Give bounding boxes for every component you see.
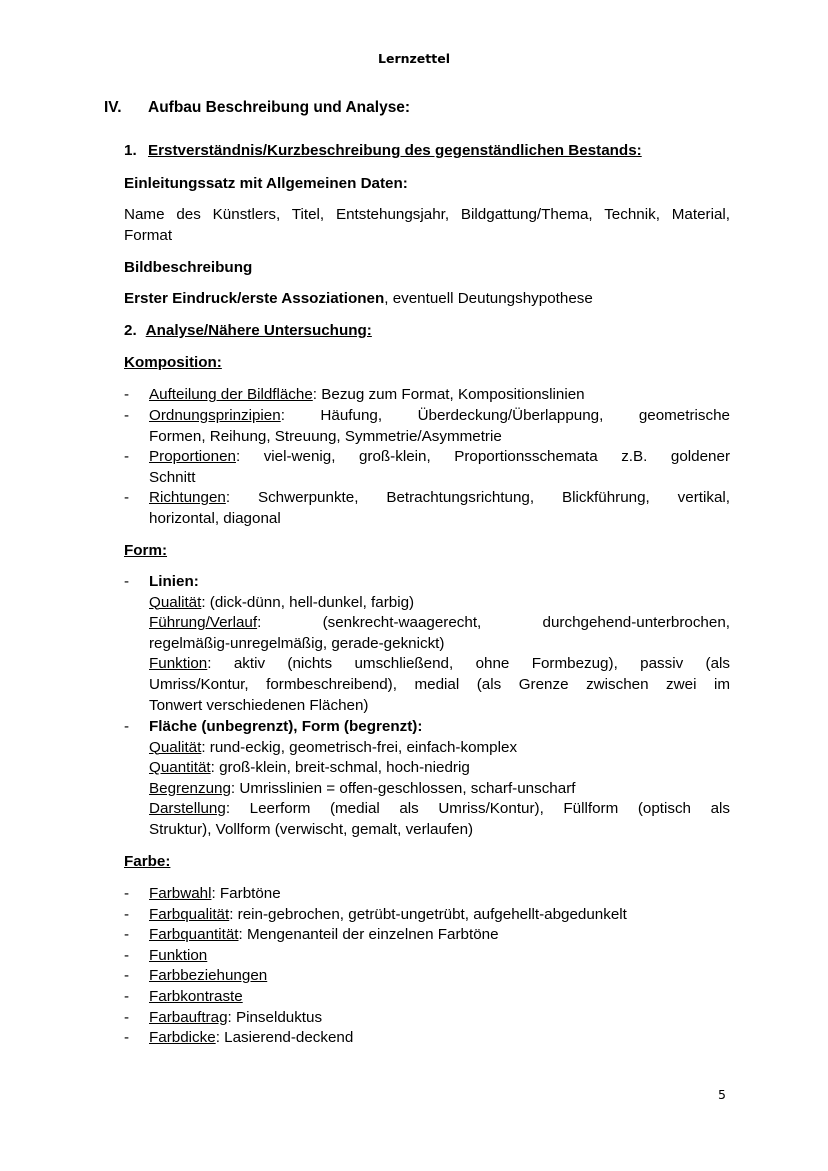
farbe-term: Farbauftrag: [149, 1008, 228, 1026]
komposition-term: Proportionen: [149, 448, 236, 465]
farbe-term: Farbkontraste: [149, 988, 243, 1005]
intro-heading: Einleitungssatz mit Allgemeinen Daten:: [124, 175, 408, 192]
linien-fuehrung-term: Führung/Verlauf: [149, 614, 258, 632]
farbe-text: : Farbtöne: [211, 885, 281, 902]
flaeche-title: Fläche (unbegrenzt), Form (begrenzt):: [149, 718, 423, 735]
komposition-text-cont: Formen, Reihung, Streuung, Symmetrie/Asymmetrie: [149, 427, 502, 445]
part2-title: Analyse/Nähere Untersuchung:: [145, 322, 372, 339]
flaeche-darstellung-cont: Struktur), Vollform (verwischt, gemalt, verlaufen): [149, 821, 474, 838]
page-header: Lernzettel: [378, 51, 450, 66]
farbe-text: : Pinselduktus: [227, 1008, 323, 1026]
linien-title: Linien:: [149, 573, 199, 590]
farbe-term: Farbdicke: [149, 1029, 216, 1047]
farbe-heading: Farbe:: [124, 853, 171, 870]
flaeche-qualitaet-text: : rund-eckig, geometrisch-frei, einfach-komplex: [201, 738, 518, 756]
section-title: Aufbau Beschreibung und Analyse:: [148, 99, 411, 116]
linien-funktion-term: Funktion: [149, 655, 208, 673]
flaeche-begrenzung-term: Begrenzung: [149, 779, 231, 797]
list-dash: -: [124, 926, 130, 944]
komposition-text: : viel-wenig, groß-klein, Proportionsschemata z.B. goldener: [235, 448, 730, 465]
list-dash: -: [124, 718, 130, 735]
page-number: 5: [718, 1087, 726, 1102]
part1-title: Erstverständnis/Kurzbeschreibung des gegenständlichen Bestands:: [148, 142, 642, 159]
list-dash: -: [124, 905, 130, 923]
part2-heading: [124, 321, 730, 342]
farbe-term: Farbquantität: [149, 926, 239, 944]
linien-funktion-cont: Umriss/Kontur, formbeschreibend), medial (als Grenze zwischen zwei im: [149, 676, 730, 693]
list-dash: -: [124, 885, 130, 902]
farbe-text: : Mengenanteil der einzelnen Farbtöne: [238, 926, 499, 944]
komposition-text: : Schwerpunkte, Betrachtungsrichtung, Blickführung, vertikal,: [225, 489, 730, 506]
form-heading: Form:: [124, 542, 168, 559]
komposition-term: Aufteilung der Bildfläche: [149, 386, 313, 403]
flaeche-quantitaet-term: Quantität: [149, 759, 211, 777]
farbe-term: Farbqualität: [149, 905, 230, 923]
list-dash: -: [124, 573, 130, 590]
list-dash: -: [124, 1029, 130, 1047]
farbe-text: : Lasierend-deckend: [215, 1029, 354, 1047]
part2-number: 2.: [124, 322, 137, 339]
linien-fuehrung-cont: regelmäßig-unregelmäßig, gerade-geknickt): [149, 634, 445, 652]
farbe-term: Funktion: [149, 946, 208, 964]
komposition-term: Ordnungsprinzipien: [149, 407, 281, 424]
list-dash: -: [124, 407, 130, 424]
eindruck-line: [124, 289, 730, 310]
eindruck-text: , eventuell Deutungshypothese: [384, 290, 593, 307]
flaeche-darstellung-term: Darstellung: [149, 800, 226, 818]
list-dash: -: [124, 448, 130, 465]
list-dash: -: [124, 967, 130, 985]
farbe-term: Farbwahl: [149, 885, 212, 902]
bildbeschreibung-heading: Bildbeschreibung: [124, 259, 253, 276]
linien-qualitaet-term: Qualität: [149, 593, 202, 611]
komposition-text-cont: Schnitt: [149, 468, 196, 486]
list-dash: -: [124, 1008, 130, 1026]
linien-qualitaet-text: : (dick-dünn, hell-dunkel, farbig): [201, 593, 415, 611]
intro-text-line2: Format: [124, 227, 173, 244]
flaeche-begrenzung-text: : Umrisslinien = offen-geschlossen, scharf-unscharf: [230, 779, 576, 797]
linien-funktion-text: : aktiv (nichts umschließend, ohne Formbezug), passiv (als: [207, 655, 730, 673]
flaeche-quantitaet-text: : groß-klein, breit-schmal, hoch-niedrig: [210, 759, 470, 777]
komposition-text-cont: horizontal, diagonal: [149, 509, 281, 527]
intro-text-line1: Name des Künstlers, Titel, Entstehungsjahr, Bildgattung/Thema, Technik, Material,: [124, 206, 730, 223]
komposition-text: : Häufung, Überdeckung/Überlappung, geometrische: [280, 407, 730, 424]
komposition-term: Richtungen: [149, 489, 226, 506]
list-dash: -: [124, 946, 130, 964]
section-numeral: IV.: [104, 99, 122, 116]
farbe-term: Farbbeziehungen: [149, 967, 268, 985]
linien-funktion-cont2: Tonwert verschiedenen Flächen): [149, 696, 369, 714]
list-dash: -: [124, 386, 130, 403]
linien-fuehrung-text: : (senkrecht-waagerecht, durchgehend-unterbrochen,: [257, 614, 730, 632]
eindruck-term: Erster Eindruck/erste Assoziationen: [124, 290, 385, 307]
part1-number: 1.: [124, 142, 137, 159]
list-dash: -: [124, 489, 130, 506]
farbe-text: : rein-gebrochen, getrübt-ungetrübt, aufgehellt-abgedunkelt: [229, 905, 627, 923]
komposition-heading: Komposition:: [124, 354, 222, 371]
flaeche-darstellung-text: : Leerform (medial als Umriss/Kontur), Füllform (optisch als: [225, 800, 730, 818]
flaeche-qualitaet-term: Qualität: [149, 738, 202, 756]
komposition-text: : Bezug zum Format, Kompositionslinien: [312, 386, 585, 403]
list-dash: -: [124, 988, 130, 1005]
